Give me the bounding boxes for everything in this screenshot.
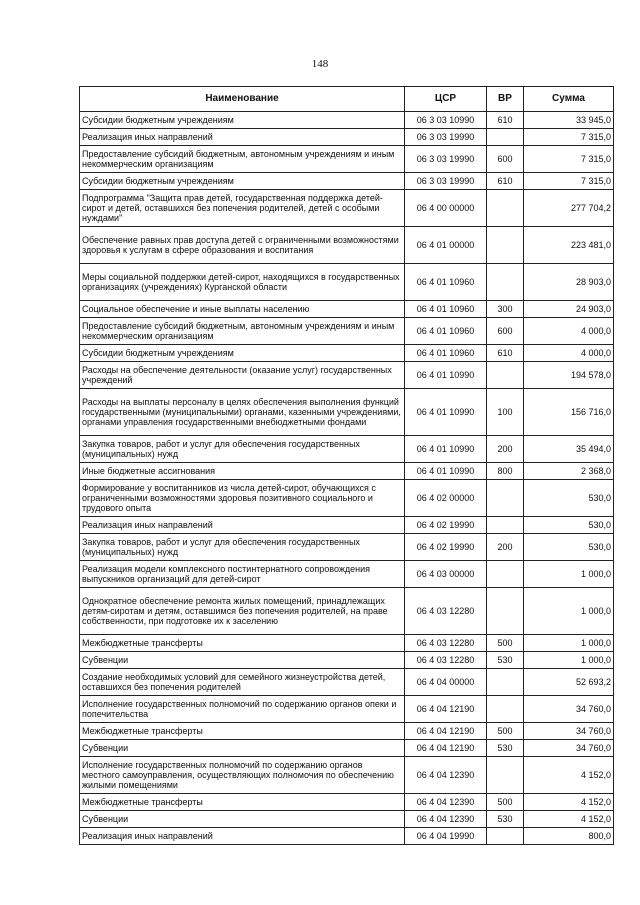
row-sum-cell: 1 000,0 (524, 588, 614, 635)
row-vr-cell: 610 (487, 345, 524, 362)
row-sum-cell: 4 000,0 (524, 345, 614, 362)
row-csr-cell: 06 4 01 10960 (405, 264, 487, 301)
row-vr-cell (487, 669, 524, 696)
table-row (80, 463, 614, 480)
row-csr-cell: 06 4 04 00000 (405, 669, 487, 696)
row-sum-cell: 277 704,2 (524, 190, 614, 227)
row-vr-cell: 200 (487, 436, 524, 463)
row-vr-cell: 200 (487, 534, 524, 561)
row-csr-cell: 06 4 04 12390 (405, 757, 487, 794)
row-name-cell: Обеспечение равных прав доступа детей с ограниченными возможностями здоровья к услугам в сфере образования и воспитания (80, 227, 405, 264)
row-vr-cell (487, 480, 524, 517)
row-vr-cell (487, 757, 524, 794)
row-name-cell: Реализация иных направлений (80, 517, 405, 534)
table-row (80, 389, 614, 436)
row-csr-cell: 06 4 01 10990 (405, 389, 487, 436)
table-row (80, 227, 614, 264)
row-csr-cell: 06 3 03 10990 (405, 112, 487, 129)
row-csr-cell: 06 4 03 00000 (405, 561, 487, 588)
row-csr-cell: 06 4 04 19990 (405, 828, 487, 845)
row-sum-cell: 194 578,0 (524, 362, 614, 389)
row-sum-cell: 530,0 (524, 534, 614, 561)
row-csr-cell: 06 4 01 10990 (405, 436, 487, 463)
table-row (80, 112, 614, 129)
row-vr-cell (487, 227, 524, 264)
row-vr-cell (487, 264, 524, 301)
row-csr-cell: 06 4 01 10960 (405, 301, 487, 318)
row-name-cell: Закупка товаров, работ и услуг для обеспечения государственных (муниципальных) нужд (80, 534, 405, 561)
row-sum-cell: 28 903,0 (524, 264, 614, 301)
row-csr-cell: 06 4 03 12280 (405, 652, 487, 669)
row-vr-cell (487, 561, 524, 588)
row-name-cell: Предоставление субсидий бюджетным, автономным учреждениям и иным некоммерческим организациям (80, 318, 405, 345)
table-row (80, 561, 614, 588)
row-name-cell: Реализация модели комплексного постинтернатного сопровождения выпускников организаций для детей-сирот (80, 561, 405, 588)
row-sum-cell: 530,0 (524, 517, 614, 534)
row-csr-cell: 06 4 01 10960 (405, 318, 487, 345)
table-row (80, 517, 614, 534)
row-vr-cell: 500 (487, 794, 524, 811)
row-vr-cell (487, 588, 524, 635)
row-name-cell: Субсидии бюджетным учреждениям (80, 173, 405, 190)
row-csr-cell: 06 4 02 19990 (405, 534, 487, 561)
table-row (80, 794, 614, 811)
row-sum-cell: 1 000,0 (524, 652, 614, 669)
table-row (80, 696, 614, 723)
row-sum-cell: 1 000,0 (524, 635, 614, 652)
row-name-cell: Формирование у воспитанников из числа детей-сирот, обучающихся с ограниченными возможностями здоровья позитивного социального и трудового опыта (80, 480, 405, 517)
table-row (80, 173, 614, 190)
row-name-cell: Создание необходимых условий для семейного жизнеустройства детей, оставшихся без попечения родителей (80, 669, 405, 696)
header-sum: Сумма (524, 87, 614, 112)
row-csr-cell: 06 4 03 12280 (405, 588, 487, 635)
row-vr-cell (487, 517, 524, 534)
row-sum-cell: 4 152,0 (524, 757, 614, 794)
row-csr-cell: 06 4 04 12190 (405, 740, 487, 757)
row-sum-cell: 4 000,0 (524, 318, 614, 345)
row-csr-cell: 06 4 04 12190 (405, 723, 487, 740)
row-name-cell: Реализация иных направлений (80, 828, 405, 845)
row-name-cell: Меры социальной поддержки детей-сирот, находящихся в государственных организациях (учреждениях) Курганской области (80, 264, 405, 301)
row-vr-cell: 800 (487, 463, 524, 480)
budget-table (79, 86, 614, 845)
table-row (80, 740, 614, 757)
row-name-cell: Субвенции (80, 811, 405, 828)
table-row (80, 362, 614, 389)
row-csr-cell: 06 4 01 10990 (405, 362, 487, 389)
row-name-cell: Закупка товаров, работ и услуг для обеспечения государственных (муниципальных) нужд (80, 436, 405, 463)
row-name-cell: Реализация иных направлений (80, 129, 405, 146)
row-sum-cell: 2 368,0 (524, 463, 614, 480)
row-csr-cell: 06 4 00 00000 (405, 190, 487, 227)
table-header-row (80, 87, 614, 112)
row-sum-cell: 7 315,0 (524, 129, 614, 146)
row-vr-cell: 300 (487, 301, 524, 318)
table-row (80, 635, 614, 652)
row-vr-cell: 600 (487, 146, 524, 173)
table-row (80, 811, 614, 828)
table-row (80, 264, 614, 301)
row-name-cell: Субвенции (80, 652, 405, 669)
row-csr-cell: 06 4 03 12280 (405, 635, 487, 652)
table-row (80, 588, 614, 635)
row-name-cell: Межбюджетные трансферты (80, 723, 405, 740)
row-name-cell: Исполнение государственных полномочий по содержанию органов опеки и попечительства (80, 696, 405, 723)
row-vr-cell: 100 (487, 389, 524, 436)
row-csr-cell: 06 4 04 12190 (405, 696, 487, 723)
row-csr-cell: 06 3 03 19990 (405, 129, 487, 146)
row-name-cell: Исполнение государственных полномочий по содержанию органов местного самоуправления, осуществляющих полномочия по обеспечению жилыми помещениями (80, 757, 405, 794)
row-name-cell: Предоставление субсидий бюджетным, автономным учреждениям и иным некоммерческим организациям (80, 146, 405, 173)
row-name-cell: Межбюджетные трансферты (80, 794, 405, 811)
row-vr-cell: 530 (487, 652, 524, 669)
row-sum-cell: 4 152,0 (524, 811, 614, 828)
row-csr-cell: 06 4 02 19990 (405, 517, 487, 534)
row-vr-cell: 500 (487, 723, 524, 740)
table-row (80, 723, 614, 740)
row-vr-cell (487, 696, 524, 723)
row-name-cell: Однократное обеспечение ремонта жилых помещений, принадлежащих детям-сиротам и детям, оставшимся без попечения родителей, на праве собственности, при подготовке их к заселению (80, 588, 405, 635)
row-csr-cell: 06 4 02 00000 (405, 480, 487, 517)
row-csr-cell: 06 3 03 19990 (405, 173, 487, 190)
row-vr-cell (487, 190, 524, 227)
row-sum-cell: 35 494,0 (524, 436, 614, 463)
row-sum-cell: 7 315,0 (524, 173, 614, 190)
row-sum-cell: 7 315,0 (524, 146, 614, 173)
table-row (80, 669, 614, 696)
table-row (80, 318, 614, 345)
table-row (80, 190, 614, 227)
row-csr-cell: 06 4 04 12390 (405, 811, 487, 828)
row-name-cell: Субвенции (80, 740, 405, 757)
row-sum-cell: 34 760,0 (524, 723, 614, 740)
row-name-cell: Подпрограмма "Защита прав детей, государственная поддержка детей-сирот и детей, оставшихся без попечения родителей, детей с особыми нуждами" (80, 190, 405, 227)
row-vr-cell: 500 (487, 635, 524, 652)
row-sum-cell: 4 152,0 (524, 794, 614, 811)
table-body (80, 112, 614, 845)
row-name-cell: Иные бюджетные ассигнования (80, 463, 405, 480)
row-name-cell: Социальное обеспечение и иные выплаты населению (80, 301, 405, 318)
table-row (80, 146, 614, 173)
table-row (80, 301, 614, 318)
row-vr-cell (487, 828, 524, 845)
row-vr-cell (487, 129, 524, 146)
row-csr-cell: 06 4 01 10990 (405, 463, 487, 480)
page-number: 148 (311, 58, 329, 70)
row-sum-cell: 1 000,0 (524, 561, 614, 588)
row-vr-cell: 530 (487, 740, 524, 757)
row-sum-cell: 34 760,0 (524, 696, 614, 723)
row-csr-cell: 06 4 04 12390 (405, 794, 487, 811)
row-sum-cell: 800,0 (524, 828, 614, 845)
row-sum-cell: 223 481,0 (524, 227, 614, 264)
table-row (80, 652, 614, 669)
header-vr: ВР (487, 87, 524, 112)
row-name-cell: Расходы на обеспечение деятельности (оказание услуг) государственных учреждений (80, 362, 405, 389)
table-row (80, 345, 614, 362)
row-sum-cell: 34 760,0 (524, 740, 614, 757)
row-vr-cell: 610 (487, 173, 524, 190)
table-row (80, 534, 614, 561)
row-csr-cell: 06 4 01 00000 (405, 227, 487, 264)
row-sum-cell: 52 693,2 (524, 669, 614, 696)
row-vr-cell: 600 (487, 318, 524, 345)
header-csr: ЦСР (405, 87, 487, 112)
row-vr-cell (487, 362, 524, 389)
row-sum-cell: 156 716,0 (524, 389, 614, 436)
row-name-cell: Субсидии бюджетным учреждениям (80, 345, 405, 362)
row-name-cell: Межбюджетные трансферты (80, 635, 405, 652)
table-row (80, 480, 614, 517)
row-csr-cell: 06 4 01 10960 (405, 345, 487, 362)
row-vr-cell: 530 (487, 811, 524, 828)
row-sum-cell: 24 903,0 (524, 301, 614, 318)
row-csr-cell: 06 3 03 19990 (405, 146, 487, 173)
row-vr-cell: 610 (487, 112, 524, 129)
row-sum-cell: 530,0 (524, 480, 614, 517)
row-name-cell: Субсидии бюджетным учреждениям (80, 112, 405, 129)
header-name: Наименование (80, 87, 405, 112)
row-name-cell: Расходы на выплаты персоналу в целях обеспечения выполнения функций государственными (муниципальными) органами, казенными учреждениями, органами управления государственными внебюджетными фондами (80, 389, 405, 436)
table-row (80, 828, 614, 845)
row-sum-cell: 33 945,0 (524, 112, 614, 129)
table-row (80, 436, 614, 463)
table-row (80, 757, 614, 794)
table-row (80, 129, 614, 146)
